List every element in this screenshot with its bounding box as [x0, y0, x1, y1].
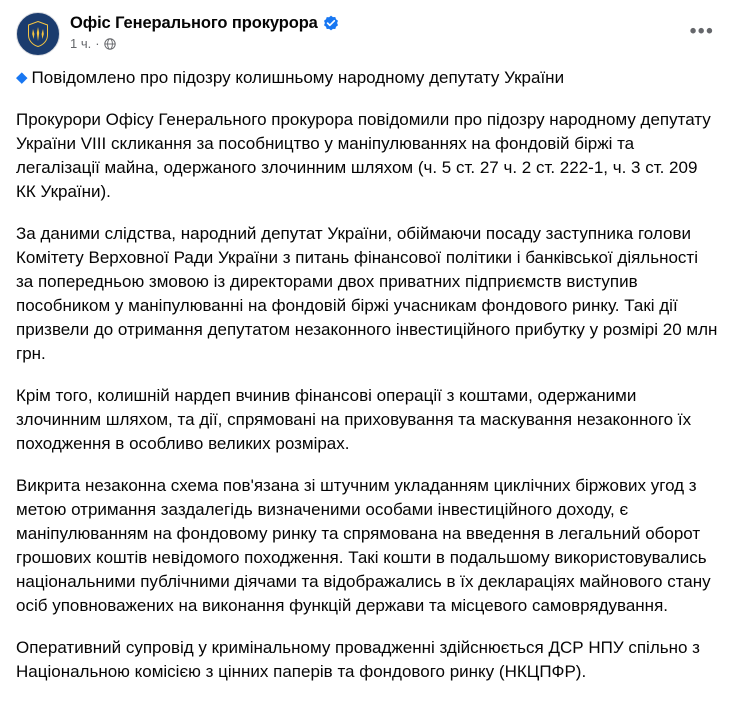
- author-name[interactable]: Офіс Генерального прокурора: [70, 14, 318, 32]
- coat-of-arms-emblem-icon: [27, 21, 49, 47]
- globe-icon[interactable]: [104, 38, 116, 50]
- diamond-bullet-icon: ◆: [16, 69, 28, 86]
- meta-separator: ·: [95, 36, 100, 51]
- post-headline: [16, 66, 718, 90]
- post-header-text: [70, 12, 718, 52]
- post-headline-text: Повідомлено про підозру колишньому народному депутату України: [31, 68, 565, 87]
- avatar[interactable]: [16, 12, 60, 56]
- author-row: [70, 13, 718, 33]
- post-meta: [70, 36, 718, 52]
- post-body: [16, 60, 718, 684]
- post-paragraph: Оперативний супровід у кримінальному провадженні здійснюється ДСР НПУ спільно з Національною комісією з цінних паперів та фондового ринку (НКЦПФР).: [16, 638, 700, 681]
- post-timestamp[interactable]: 1 ч.: [70, 36, 92, 51]
- post-header: [16, 12, 718, 60]
- post-paragraph: Викрита незаконна схема пов'язана зі штучним укладанням циклічних біржових угод з метою отримання заздалегідь визначеними особами інвестиційного доходу, є маніпулюванням на фондовому ринку та спрямована на введення в легальний оборот грошових коштів невідомого походження. Такі кошти в подальшому використовувались національними публічними діячами та відображались в їх деклараціях майнового стану осіб уповноважених на виконання функцій держави та місцевого самоврядування.: [16, 476, 711, 615]
- post-paragraph: За даними слідства, народний депутат України, обіймаючи посаду заступника голови Комітету Верховної Ради України з питань фінансової політики і банківської діяльності за попередньою змовою із директорами двох приватних підприємств виступив пособником у маніпулюванні на фондовій біржі учасникам фондового ринку. Такі дії призвели до отримання депутатом незаконного інвестиційного прибутку у розмірі 20 млн грн.: [16, 224, 718, 363]
- verified-badge-icon: [323, 15, 339, 31]
- post-paragraph: Прокурори Офісу Генерального прокурора повідомили про підозру народному депутату України VIII скликання за пособництво у маніпулюваннях на фондовій біржі та легалізації майна, одержаного злочинним шляхом (ч. 5 ст. 27 ч. 2 ст. 222-1, ч. 3 ст. 209 КК України).: [16, 110, 711, 201]
- post-options-button[interactable]: •••: [689, 21, 715, 42]
- post-paragraph: Крім того, колишній нардеп вчинив фінансові операції з коштами, одержаними злочинним шляхом, та дії, спрямовані на приховування та маскування незаконного їх походження в особливо великих розмірах.: [16, 386, 692, 453]
